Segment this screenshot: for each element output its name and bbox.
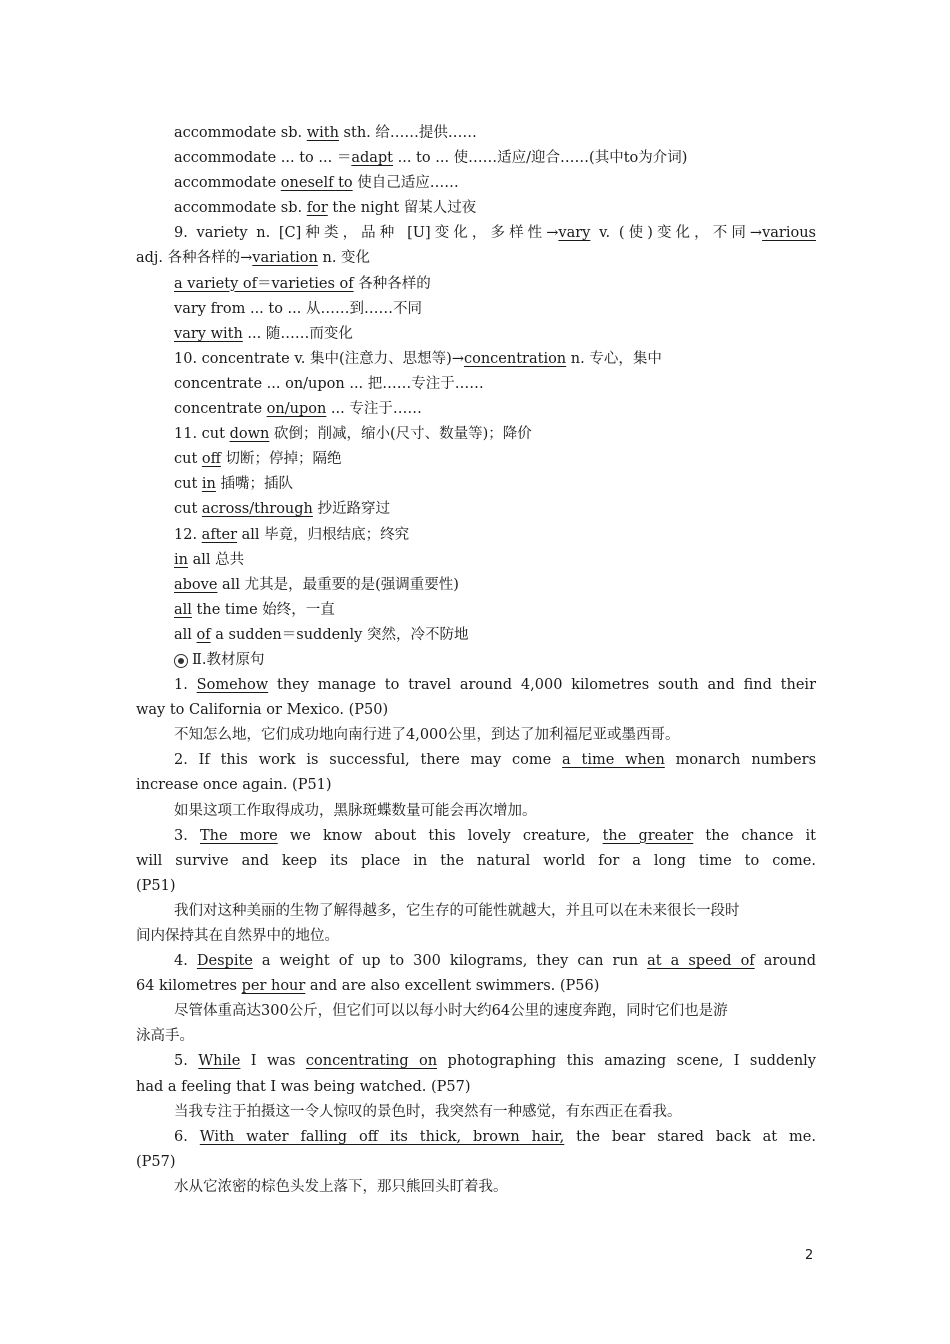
text-run: 3. <box>174 827 200 844</box>
underlined-text: off <box>201 451 221 468</box>
text-run: and are also excellent swimmers. (P56) <box>305 978 600 995</box>
text-run: 插嘴；插队 <box>215 476 293 493</box>
underlined-text: While <box>198 1053 241 1070</box>
text-line <box>136 974 816 999</box>
text-line <box>136 1125 816 1150</box>
text-run: Ⅱ.教材原句 <box>192 651 265 668</box>
text-line <box>136 121 816 146</box>
text-line <box>136 146 816 171</box>
page-number: 2 <box>805 1248 814 1263</box>
text-line <box>136 874 816 899</box>
text-run: 尽管体重高达300公斤，但它们可以以每小时大约64公里的速度奔跑，同时它们也是游 <box>174 1003 728 1020</box>
text-run: photographing this amazing scene, I suddenly <box>437 1053 816 1070</box>
underlined-text: down <box>229 426 270 443</box>
text-line <box>136 598 816 623</box>
text-line <box>136 949 816 974</box>
text-run: the bear stared back at me. <box>564 1128 816 1145</box>
text-run: sth. 给……提供…… <box>338 125 477 141</box>
document-body <box>136 121 816 1200</box>
text-run: ... to ... 使……适应/迎合……(其中to为介词) <box>393 150 688 167</box>
text-run: all <box>174 626 197 643</box>
text-run: all 毕竟，归根结底；终究 <box>237 526 410 543</box>
text-line <box>136 372 816 397</box>
text-run: concentrate ... on/upon ... 把……专注于…… <box>174 375 484 392</box>
text-line <box>136 221 816 246</box>
text-line <box>136 246 816 271</box>
underlined-text: The more <box>199 827 278 844</box>
underlined-text: all <box>174 601 192 618</box>
text-run: the chance it <box>693 827 816 844</box>
underlined-text: concentrating on <box>305 1053 438 1070</box>
text-run: way to California or Mexico. (P50) <box>136 702 389 719</box>
underlined-text: a time when <box>562 752 665 769</box>
text-line <box>136 849 816 874</box>
text-run: 当我专注于拍摄这一令人惊叹的景色时，我突然有一种感觉，有东西正在看我。 <box>174 1103 682 1120</box>
underlined-text: of <box>196 626 211 643</box>
text-run: will survive and keep its place in the natural world for a long time to come. <box>136 852 816 869</box>
text-run: cut <box>174 451 202 468</box>
text-run: (P57) <box>136 1153 176 1170</box>
text-run: all 尤其是，最重要的是(强调重要性) <box>217 576 459 593</box>
underlined-text: a variety of＝varieties of <box>174 275 354 292</box>
text-run: cut <box>174 476 202 493</box>
text-line <box>136 673 816 698</box>
text-run: 砍倒；削减，缩小(尺寸、数量等)；降价 <box>269 426 532 443</box>
underlined-text: for <box>306 200 328 217</box>
text-run: accommodate <box>174 175 281 192</box>
text-run: a weight of up to 300 kilograms, they can run <box>252 953 648 970</box>
underlined-text: oneself to <box>280 175 353 192</box>
underlined-text: after <box>201 526 238 543</box>
text-run: 9. variety n. [C]种类，品种 [U]变化，多样性→ <box>174 225 559 242</box>
text-line <box>136 799 816 824</box>
underlined-text: on/upon <box>266 401 327 418</box>
text-run: 64 kilometres <box>136 978 242 995</box>
text-run: all 总共 <box>187 551 245 568</box>
text-run: 抄近路穿过 <box>312 501 390 518</box>
text-run: 使自己适应…… <box>352 175 459 192</box>
underlined-text: variation <box>252 250 318 267</box>
text-run: 5. <box>174 1053 199 1070</box>
text-line <box>136 397 816 422</box>
text-line <box>136 773 816 798</box>
text-run: 泳高手。 <box>136 1028 194 1045</box>
radio-bullet-icon <box>174 654 188 668</box>
section-heading <box>136 648 816 673</box>
text-line <box>136 472 816 497</box>
text-line <box>136 1175 816 1200</box>
text-line <box>136 548 816 573</box>
text-run: 11. cut <box>174 426 230 443</box>
underlined-text: per hour <box>241 978 306 995</box>
text-run: 水从它浓密的棕色头发上落下，那只熊回头盯着我。 <box>174 1178 508 1195</box>
text-line <box>136 1024 816 1049</box>
text-run: accommodate sb. <box>174 125 307 141</box>
text-line <box>136 1075 816 1100</box>
text-run: 切断；停掉；隔绝 <box>220 451 342 468</box>
text-run: ... 随……而变化 <box>242 325 353 342</box>
text-line <box>136 1100 816 1125</box>
text-run: 1. <box>174 677 197 694</box>
text-run: 如果这项工作取得成功，黑脉斑蝶数量可能会再次增加。 <box>174 802 537 819</box>
underlined-text: in <box>201 476 216 493</box>
text-line <box>136 171 816 196</box>
underlined-text: With water falling off its thick, brown hair, <box>199 1128 565 1145</box>
underlined-text: vary with <box>174 325 243 342</box>
text-line <box>136 748 816 773</box>
text-run: 各种各样的 <box>353 275 431 292</box>
text-line <box>136 723 816 748</box>
text-line <box>136 924 816 949</box>
text-run: the night 留某人过夜 <box>327 200 477 217</box>
text-line <box>136 297 816 322</box>
text-run: 2. If this work is successful, there may come <box>174 752 563 769</box>
underlined-text: Despite <box>196 953 253 970</box>
text-line <box>136 196 816 221</box>
underlined-text: vary <box>558 225 591 242</box>
underlined-text: Somehow <box>196 677 269 694</box>
underlined-text: various <box>762 225 816 242</box>
text-run: 4. <box>174 953 197 970</box>
text-line <box>136 899 816 924</box>
text-run: n. 专心，集中 <box>566 350 662 367</box>
underlined-text: above <box>174 576 218 593</box>
text-run: vary from ... to ... 从……到……不同 <box>174 300 422 317</box>
text-run: adj. 各种各样的→ <box>136 250 253 267</box>
text-line <box>136 422 816 447</box>
text-run: n. 变化 <box>317 250 371 267</box>
text-line <box>136 623 816 648</box>
text-line <box>136 1150 816 1175</box>
text-line <box>136 1049 816 1074</box>
underlined-text: the greater <box>602 827 694 844</box>
text-run: I was <box>240 1053 306 1070</box>
text-run: had a feeling that I was being watched. (P57) <box>136 1078 471 1095</box>
text-run: (P51) <box>136 877 176 894</box>
text-run: v. (使)变化，不同→ <box>590 225 763 242</box>
text-run: increase once again. (P51) <box>136 777 332 794</box>
text-line <box>136 347 816 372</box>
text-run: ... 专注于…… <box>326 401 422 418</box>
text-line <box>136 447 816 472</box>
text-line <box>136 322 816 347</box>
text-line <box>136 698 816 723</box>
text-run: they manage to travel around 4,000 kilometres south and find their <box>268 677 816 694</box>
text-run: a sudden＝suddenly 突然，冷不防地 <box>210 626 469 643</box>
text-run: monarch numbers <box>664 752 816 769</box>
text-run: the time 始终，一直 <box>191 601 335 618</box>
text-run: 10. concentrate v. 集中(注意力、思想等)→ <box>174 350 464 367</box>
text-run: 间内保持其在自然界中的地位。 <box>136 928 339 944</box>
text-line <box>136 999 816 1024</box>
text-run: concentrate <box>174 401 267 418</box>
text-run: accommodate sb. <box>174 200 307 217</box>
underlined-text: at a speed of <box>647 953 755 970</box>
text-run: accommodate ... to ... ＝ <box>174 150 352 167</box>
text-run: 6. <box>174 1128 200 1145</box>
text-run: 12. <box>174 526 202 543</box>
text-run: cut <box>174 501 202 518</box>
text-run: we know about this lovely creature, <box>277 827 603 844</box>
text-line <box>136 573 816 598</box>
text-run: 我们对这种美丽的生物了解得越多，它生存的可能性就越大，并且可以在未来很长一段时 <box>174 902 740 919</box>
text-line <box>136 272 816 297</box>
text-run: 不知怎么地，它们成功地向南行进了4,000公里，到达了加利福尼亚或墨西哥。 <box>174 727 680 744</box>
text-line <box>136 497 816 522</box>
text-line <box>136 824 816 849</box>
underlined-text: with <box>306 125 339 141</box>
text-line <box>136 523 816 548</box>
underlined-text: in <box>174 551 188 568</box>
underlined-text: concentration <box>463 350 567 367</box>
text-run: around <box>754 953 816 970</box>
underlined-text: across/through <box>201 501 313 518</box>
underlined-text: adapt <box>351 150 394 167</box>
